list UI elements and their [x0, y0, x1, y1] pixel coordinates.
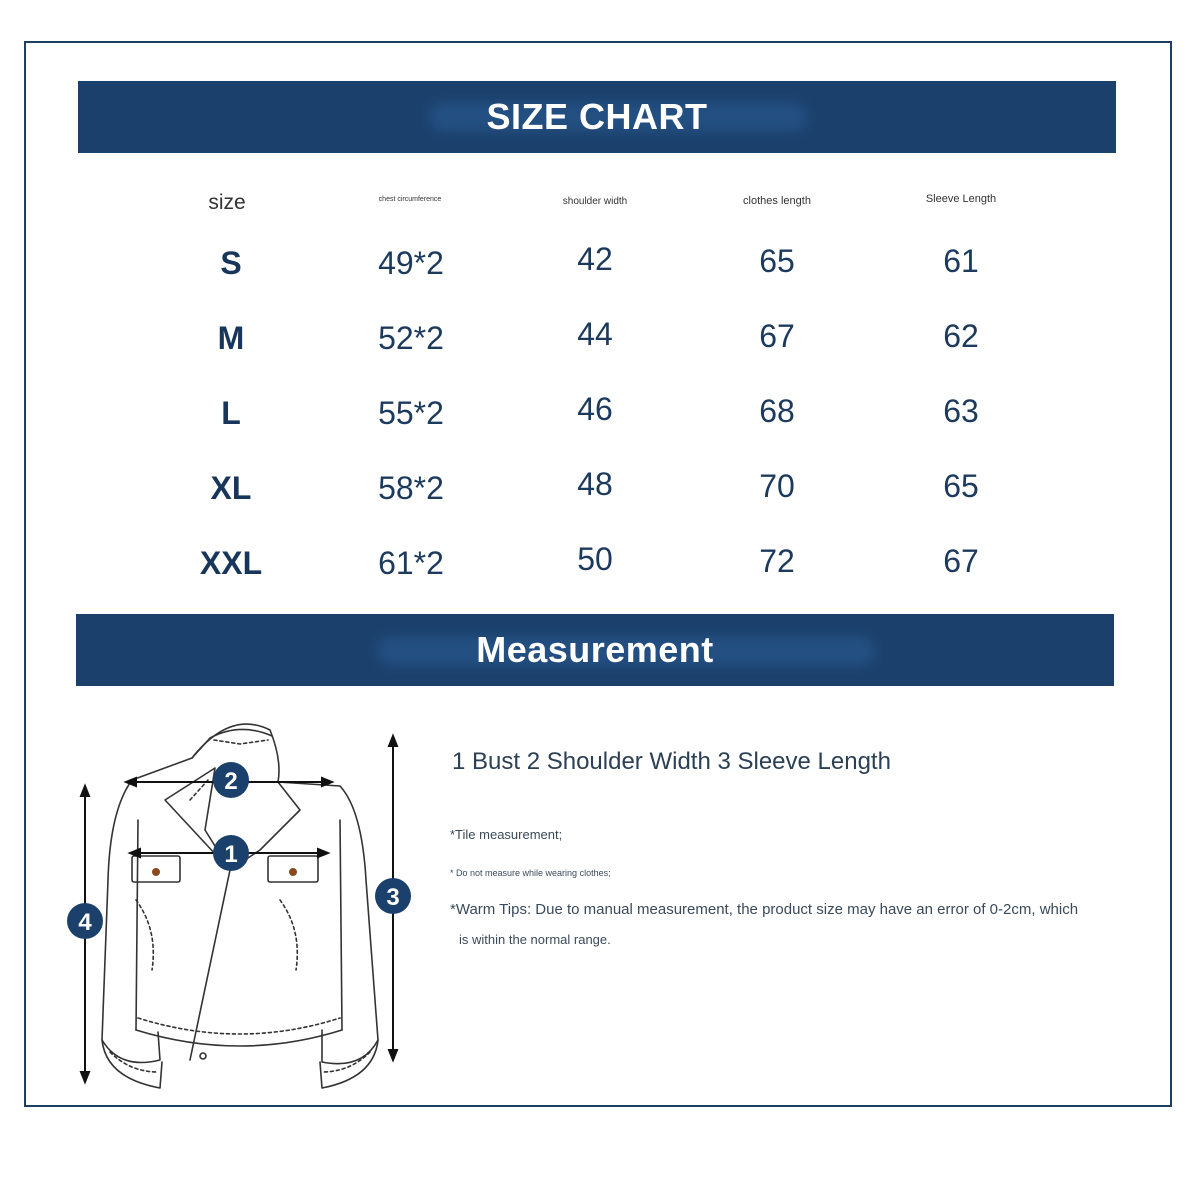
table-cell-size: M: [217, 320, 245, 356]
table-cell-shoulder: 42: [577, 241, 613, 277]
table-cell-length: 72: [759, 543, 795, 579]
size-chart-banner: [78, 81, 1116, 153]
table-cell-chest: 49*2: [378, 245, 444, 281]
marker-4: 4: [78, 909, 92, 936]
note-warm-tips: *Warm Tips: Due to manual measurement, the product size may have an error of 0-2cm, which: [450, 901, 1079, 918]
table-cell-shoulder: 48: [577, 466, 613, 502]
table-cell-chest: 61*2: [378, 545, 444, 581]
table-cell-length: 68: [759, 393, 795, 429]
table-cell-length: 65: [759, 243, 795, 279]
note-normal-range: is within the normal range.: [459, 932, 611, 947]
header-chest: chest circumference: [378, 196, 442, 203]
table-cell-chest: 52*2: [378, 320, 444, 356]
table-cell-size: S: [220, 245, 242, 281]
note-no-clothes: * Do not measure while wearing clothes;: [450, 868, 611, 878]
table-cell-sleeve: 62: [943, 318, 979, 354]
table-cell-chest: 58*2: [378, 470, 444, 506]
marker-2: 2: [224, 768, 238, 795]
table-cell-sleeve: 63: [943, 393, 979, 429]
table-cell-size: XL: [210, 470, 252, 506]
table-cell-sleeve: 65: [943, 468, 979, 504]
table-cell-sleeve: 67: [943, 543, 979, 579]
header-shoulder: shoulder width: [562, 196, 628, 207]
measurement-title: Measurement: [476, 629, 714, 670]
header-sleeve: Sleeve Length: [925, 193, 997, 205]
table-cell-size: XXL: [199, 545, 263, 581]
measurement-banner: [76, 614, 1114, 686]
measurement-legend: 1 Bust 2 Shoulder Width 3 Sleeve Length: [452, 748, 891, 775]
marker-1: 1: [224, 841, 238, 868]
header-length: clothes length: [743, 195, 811, 207]
table-cell-sleeve: 61: [943, 243, 979, 279]
size-chart-title: SIZE CHART: [486, 96, 708, 137]
table-cell-chest: 55*2: [378, 395, 444, 431]
table-cell-length: 70: [759, 468, 795, 504]
table-cell-shoulder: 50: [577, 541, 613, 577]
marker-3: 3: [386, 884, 400, 911]
table-cell-shoulder: 44: [577, 316, 613, 352]
jacket-illustration: [40, 700, 440, 1100]
table-cell-length: 67: [759, 318, 795, 354]
note-tile: *Tile measurement;: [450, 827, 563, 842]
table-cell-shoulder: 46: [577, 391, 613, 427]
header-size: size: [208, 191, 246, 214]
table-cell-size: L: [221, 395, 241, 431]
